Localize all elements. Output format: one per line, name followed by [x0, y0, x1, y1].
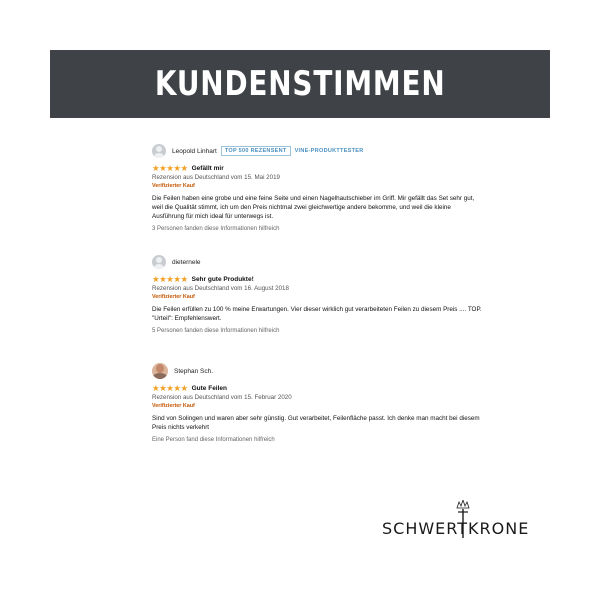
star-rating-icon: ★★★★★: [152, 382, 188, 393]
review-title[interactable]: Sehr gute Produkte!: [191, 275, 254, 283]
verified-purchase-badge: Verifizierter Kauf: [152, 403, 195, 409]
header-banner: [50, 50, 550, 118]
star-rating-icon: ★★★★★: [152, 273, 188, 284]
review-card: [152, 363, 482, 443]
reviewer-name[interactable]: Leopold Linhart: [172, 147, 217, 155]
rating-row: [152, 163, 482, 173]
avatar-photo: [152, 363, 168, 379]
avatar-icon: [152, 255, 166, 269]
rating-row: [152, 274, 482, 284]
avatar-icon: [152, 144, 166, 158]
review-author-row: [152, 143, 482, 159]
verified-purchase-badge: Verifizierter Kauf: [152, 183, 195, 189]
review-date: Rezension aus Deutschland vom 16. August 2018: [152, 285, 289, 292]
review-author-row: [152, 363, 482, 379]
top-reviewer-badge: TOP 500 REZENSENT: [221, 146, 291, 156]
brand-logo-text: SCHWERTKRONE: [382, 519, 530, 538]
review-body: Die Feilen haben eine grobe und eine feine Seite und einen Nagelhautschieber im Griff. Mir gefällt das Set sehr gut, weil die Qualität stimmt, ich um den Preis nichtmal zwei gleichwertige andere bekomme, und weil die kleine Ausführung für mich ideal für unterwegs ist.: [152, 195, 475, 220]
reviewer-name[interactable]: Stephan Sch.: [174, 367, 214, 375]
vine-badge: VINE-PRODUKTTESTER: [294, 148, 364, 154]
review-date: Rezension aus Deutschland vom 15. Februar 2020: [152, 394, 292, 401]
review-title[interactable]: Gute Feilen: [191, 384, 228, 392]
helpful-count: 3 Personen fanden diese Informationen hilfreich: [152, 226, 280, 232]
verified-purchase-badge: Verifizierter Kauf: [152, 294, 195, 300]
review-author-row: [152, 254, 482, 270]
rating-row: [152, 383, 482, 393]
brand-logo: [382, 500, 542, 550]
helpful-count: Eine Person fand diese Informationen hilfreich: [152, 437, 275, 443]
review-body: Die Feilen erfüllen zu 100 % meine Erwartungen. Vier dieser wirklich gut verarbeiteten Feilen zu diesem Preis .... TOP. "Urteil": Empfehlenswert.: [152, 306, 482, 322]
review-date: Rezension aus Deutschland vom 15. Mai 2019: [152, 174, 280, 181]
helpful-count: 5 Personen fanden diese Informationen hilfreich: [152, 328, 280, 334]
star-rating-icon: ★★★★★: [152, 162, 188, 173]
review-body: Sind von Solingen und waren aber sehr günstig. Gut verarbeitet, Feilenfläche passt. Ich denke man macht bei diesem Preis nichts verkehrt: [152, 415, 480, 431]
page-title: KUNDENSTIMMEN: [154, 64, 446, 104]
review-card: [152, 143, 482, 232]
reviewer-name[interactable]: dieternele: [172, 258, 201, 266]
review-card: [152, 254, 482, 334]
review-title[interactable]: Gefällt mir: [191, 164, 224, 172]
